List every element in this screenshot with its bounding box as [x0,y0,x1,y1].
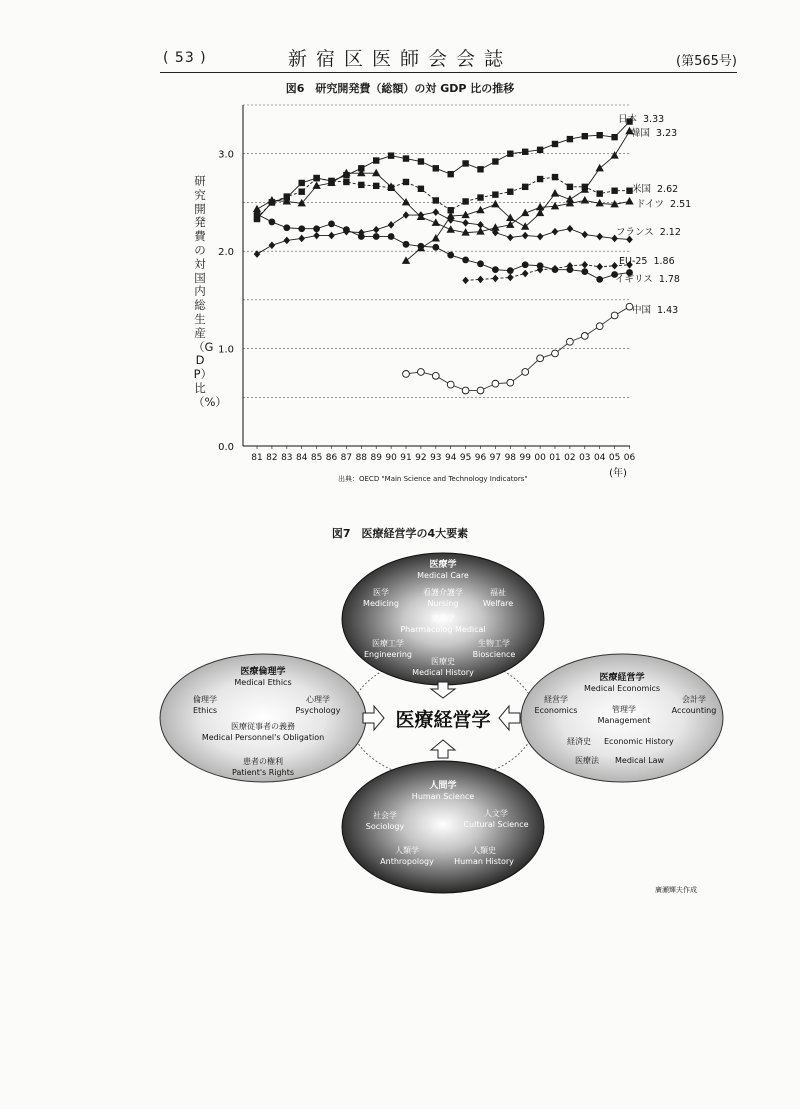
series-7-end-value: 1.43 [657,305,679,316]
right-item-2-jp: 管理学 [612,705,636,714]
series-3-name: ドイツ [636,199,665,210]
bottom-item-0-jp: 社会学 [373,811,397,820]
x-tick-label: 00 [534,453,546,463]
x-tick-label: 82 [266,453,278,463]
series-1-end-value: 3.23 [656,128,678,139]
left-item-3-jp: 患者の権利 [243,757,283,766]
x-tick-label: 99 [519,453,531,463]
top-item-5-en: Bioscience [472,650,516,659]
figure7-credit: 廣瀬輝夫作成 [655,886,697,894]
x-tick-label: 89 [370,453,382,463]
series-6-end-value: 1.78 [658,274,680,285]
issue-number: (第565号) [676,54,737,69]
series-2-end-value: 2.62 [657,184,679,195]
x-tick-label: 94 [444,453,457,463]
center-label: 医療経営学 [395,709,491,731]
y-tick-label: 2.0 [218,247,234,259]
right-item-1-en: Accounting [671,706,717,715]
series-7-name: 中国 [632,305,652,316]
bottom-heading: 人間学 [429,781,457,791]
x-tick-label: 83 [281,453,293,463]
arrow-left-icon [499,706,520,730]
x-tick-label: 01 [549,453,561,463]
bottom-item-3-jp: 人類史 [472,846,496,855]
series-1-name: 韓国 [631,128,651,139]
left-item-0-en: Ethics [192,706,218,715]
left-item-2-en: Medical Personnel's Obligation [201,733,325,742]
bottom-item-2-en: Anthropology [380,857,434,866]
page-number: ( 53 ) [163,50,207,66]
top-item-0-jp: 医学 [373,588,389,597]
y-tick-label: 1.0 [218,344,234,356]
x-tick-label: 90 [385,453,397,463]
series-4-name: フランス [616,227,654,238]
top-item-5-jp: 生物工学 [478,639,510,648]
left-item-1-jp: 心理学 [306,695,330,704]
left-heading-en: Medical Ethics [234,678,292,687]
bottom-item-2-jp: 人類学 [395,846,419,855]
x-tick-label: 03 [579,453,591,463]
figure6-source: 出典：OECD "Main Science and Technology Indicators" [338,475,528,483]
x-tick-label: 05 [608,453,621,463]
arrow-right-icon [363,706,384,730]
x-tick-label: 97 [489,453,502,463]
x-tick-label: 98 [504,453,517,463]
series-4-end-value: 2.12 [659,227,681,238]
y-tick-label: 3.0 [218,149,234,161]
x-tick-label: 87 [340,453,353,463]
left-heading: 医療倫理学 [240,667,286,677]
top-item-3-jp: 薬理学 [431,614,455,623]
arrow-up-icon [431,740,455,758]
series-6-name: イギリス [615,274,653,285]
x-tick-label: 93 [430,453,442,463]
top-heading-en: Medical Care [417,571,469,580]
y-tick-label: 0.0 [218,442,234,453]
top-item-4-en: Engineering [364,650,412,659]
top-item-1-en: Nursing [427,599,459,608]
x-tick-label: 85 [310,453,323,463]
x-tick-label: 88 [355,453,368,463]
left-item-0-jp: 倫理学 [193,695,217,704]
right-item-3-en: Economic History [604,737,674,746]
bottom-item-1-jp: 人文学 [484,809,508,818]
figure7-title: 図7 医療経営学の4大要素 [331,527,469,540]
x-tick-label: 81 [251,453,263,463]
top-item-1-jp: 看護介護学 [423,588,463,597]
series-3-end-value: 2.51 [670,199,692,210]
series-0-end-value: 3.33 [643,114,665,125]
x-tick-label: 84 [295,453,308,463]
figure6-title: 図6 研究開発費（総額）の対 GDP 比の推移 [285,82,515,95]
right-item-2-en: Management [597,716,651,725]
x-tick-label: 92 [415,453,427,463]
bottom-item-0-en: Sociology [365,822,405,831]
top-item-2-jp: 福祉 [490,588,506,597]
top-item-3-en: Pharmacolog Medical [400,625,486,634]
series-2-name: 米国 [632,184,652,195]
right-item-4-en: Medical Law [615,756,665,765]
left-item-1-en: Psychology [295,706,341,715]
x-tick-label: 06 [623,453,636,463]
x-tick-label: 04 [593,453,606,463]
right-heading: 医療経営学 [599,673,645,683]
series-0-name: 日本 [618,114,638,125]
top-heading: 医療学 [429,560,457,570]
x-tick-label: 95 [459,453,472,463]
x-unit-label: (年) [609,468,627,479]
right-heading-en: Medical Economics [583,684,661,693]
top-item-6-jp: 医療史 [431,657,455,666]
x-tick-label: 91 [400,453,412,463]
journal-title: 新宿区医師会会誌 [287,48,512,70]
top-item-4-jp: 医療工学 [372,639,404,648]
right-item-3-jp: 経済史 [567,737,591,746]
right-item-1-jp: 会計学 [682,695,706,704]
left-item-2-jp: 医療従事者の義務 [231,722,295,731]
chart-y-axis-label: 研究開発費の対国内総生産（GDP）比（%） [193,174,227,409]
x-tick-label: 02 [564,453,576,463]
right-item-0-en: Economics [534,706,578,715]
top-item-6-en: Medical History [412,668,474,677]
x-tick-label: 86 [325,453,338,463]
left-item-3-en: Patient's Rights [232,768,294,777]
bottom-item-3-en: Human History [454,857,514,866]
top-item-0-en: Medicing [363,599,399,608]
right-item-4-jp: 医療法 [575,756,599,765]
series-5-name: EU-25 [619,256,648,267]
bottom-heading-en: Human Science [411,792,475,801]
bottom-item-1-en: Cultural Science [463,820,529,829]
x-tick-label: 96 [474,453,487,463]
top-item-2-en: Welfare [482,599,514,608]
right-item-0-jp: 経営学 [544,695,568,704]
series-5-end-value: 1.86 [653,256,675,267]
